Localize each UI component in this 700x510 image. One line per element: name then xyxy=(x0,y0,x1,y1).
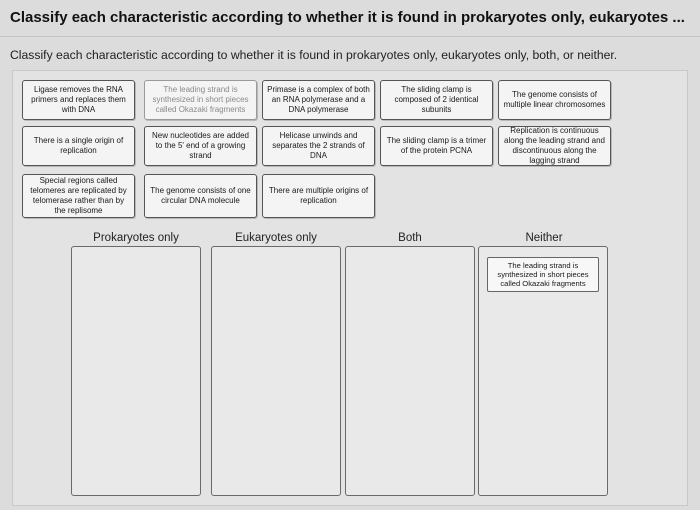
placed-card-okazaki[interactable]: The leading strand is synthesized in short pieces called Okazaki fragments xyxy=(487,257,599,292)
card-okazaki-placeholder: The leading strand is synthesized in short pieces called Okazaki fragments xyxy=(144,80,257,120)
card-sliding-clamp-pcna[interactable]: The sliding clamp is a trimer of the protein PCNA xyxy=(380,126,493,166)
drop-zone-eukaryotes[interactable] xyxy=(211,246,341,496)
card-circular-dna[interactable]: The genome consists of one circular DNA molecule xyxy=(144,174,257,218)
column-label-both: Both xyxy=(398,232,422,244)
column-label-neither: Neither xyxy=(525,232,563,244)
card-ligase[interactable]: Ligase removes the RNA primers and replaces them with DNA xyxy=(22,80,135,120)
card-primase[interactable]: Primase is a complex of both an RNA polymerase and a DNA polymerase xyxy=(262,80,375,120)
drop-zone-neither[interactable] xyxy=(478,246,608,496)
card-single-origin[interactable]: There is a single origin of replication xyxy=(22,126,135,166)
card-helicase[interactable]: Helicase unwinds and separates the 2 strands of DNA xyxy=(262,126,375,166)
card-telomeres[interactable]: Special regions called telomeres are replicated by telomerase rather than by the replisome xyxy=(22,174,135,218)
question-title: Classify each characteristic according to whether it is found in prokaryotes only, eukaryotes ... xyxy=(10,9,685,26)
card-nucleotides-5prime[interactable]: New nucleotides are added to the 5' end of a growing strand xyxy=(144,126,257,166)
header-divider xyxy=(0,36,700,37)
card-linear-chromosomes[interactable]: The genome consists of multiple linear chromosomes xyxy=(498,80,611,120)
column-label-prokaryotes: Prokaryotes only xyxy=(93,232,179,244)
instructions-text: Classify each characteristic according to whether it is found in prokaryotes only, eukaryotes only, both, or neither. xyxy=(10,48,618,62)
drop-zone-prokaryotes[interactable] xyxy=(71,246,201,496)
card-continuous-replication[interactable]: Replication is continuous along the leading strand and discontinuous along the lagging strand xyxy=(498,126,611,166)
column-label-eukaryotes: Eukaryotes only xyxy=(235,232,317,244)
card-multiple-origins[interactable]: There are multiple origins of replication xyxy=(262,174,375,218)
drop-zone-both[interactable] xyxy=(345,246,475,496)
card-sliding-clamp-2[interactable]: The sliding clamp is composed of 2 identical subunits xyxy=(380,80,493,120)
